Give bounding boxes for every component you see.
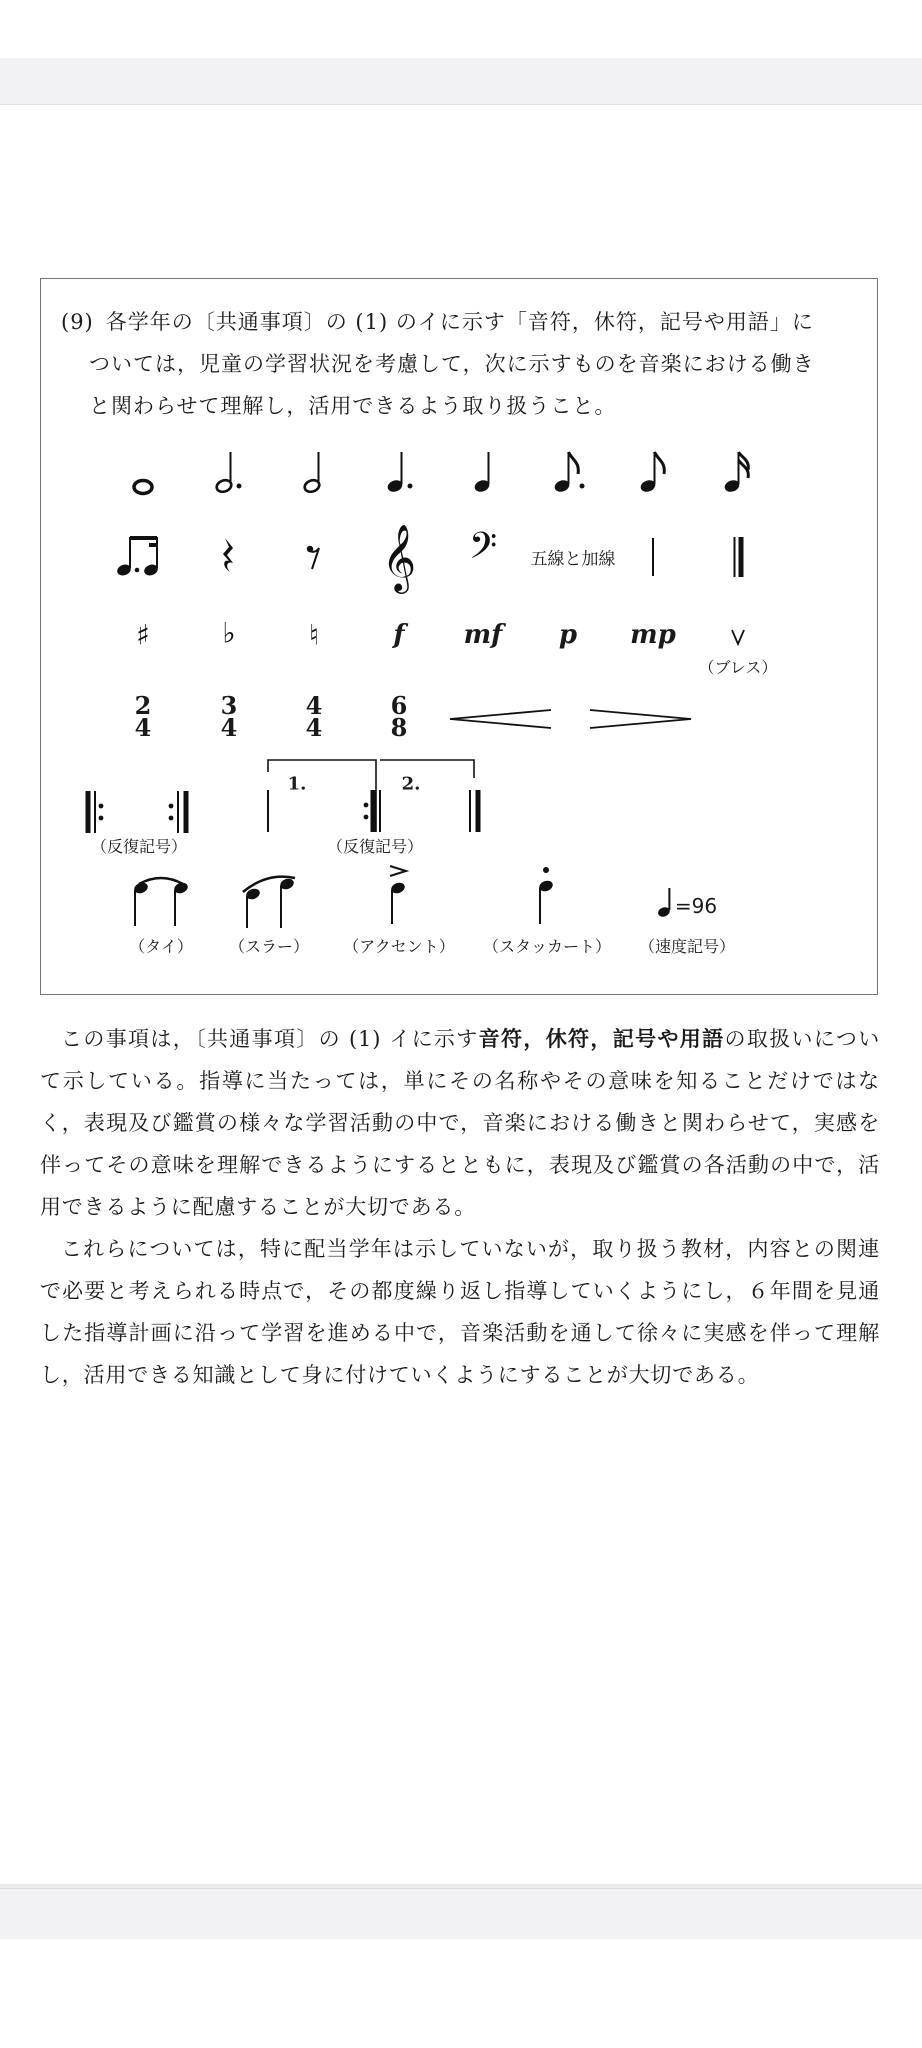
slur-icon xyxy=(237,870,301,932)
page-gap-top xyxy=(0,58,922,105)
mezzo-forte-symbol: mf xyxy=(463,620,503,650)
staff-and-ledger-lines-label: 五線と加線 xyxy=(530,549,616,570)
quarter-note-icon xyxy=(472,448,496,494)
sharp-icon: ♯ xyxy=(136,618,150,652)
half-note-icon xyxy=(302,448,326,494)
staccato-label: （スタッカート） xyxy=(482,937,612,956)
quarter-rest-icon xyxy=(219,535,239,575)
volta-2-label: 2. xyxy=(401,773,421,795)
tempo-quarter-note-icon xyxy=(657,886,675,918)
natural-icon: ♮ xyxy=(308,618,320,652)
slur-label: （スラー） xyxy=(228,937,310,956)
forte-symbol: f xyxy=(393,620,405,650)
whole-note-icon xyxy=(131,477,155,497)
breath-mark-icon xyxy=(730,628,746,646)
item-number: (9) xyxy=(61,310,94,334)
item-9-text xyxy=(61,301,861,427)
time-signature-4-4: 4 4 xyxy=(305,691,323,742)
item-line-2: ついては，児童の学習状況を考慮して，次に示すものを音楽における働き xyxy=(89,352,815,376)
viewer-top-bar xyxy=(0,0,922,59)
p1-intro: この事項は，〔共通事項〕の (1) イに示す xyxy=(61,1027,479,1051)
eighth-note-icon xyxy=(638,448,668,494)
tempo-mark xyxy=(657,886,717,918)
tempo-label: （速度記号） xyxy=(638,937,736,956)
flat-icon: ♭ xyxy=(222,616,236,650)
p1-rest: の取扱いについて示している。指導に当たっては，単にその名称やその意味を知ることだけではなく，表現及び鑑賞の様々な学習活動の中で，音楽における働きと関わらせて，実感を伴ってその意味を理解できるようにするとともに，表現及び鑑賞の各活動の中で，活用できるように配慮することが大切である。 xyxy=(40,1027,880,1219)
treble-clef-icon: 𝄞 xyxy=(381,523,417,591)
staccato-icon xyxy=(532,864,562,926)
time-signature-2-4: 2 4 xyxy=(134,691,152,742)
term-rests: 休符 xyxy=(545,1027,591,1051)
explanation-text xyxy=(40,1018,880,1396)
repeat-sign-simple-icon xyxy=(85,791,193,833)
crescendo-icon xyxy=(446,708,556,730)
item-9-box xyxy=(40,278,878,995)
time-signature-6-8: 6 8 xyxy=(390,691,408,742)
sixteenth-note-icon xyxy=(722,448,752,494)
mezzo-piano-symbol: mp xyxy=(630,620,676,650)
tie-icon xyxy=(129,870,193,932)
dotted-eighth-sixteenth-beam-icon xyxy=(115,531,167,579)
dotted-half-note-icon xyxy=(214,448,246,494)
dotted-quarter-note-icon xyxy=(385,448,417,494)
term-symbols-terms: 記号や用語 xyxy=(612,1027,725,1051)
term-notes: 音符 xyxy=(478,1027,524,1051)
barline-icon xyxy=(650,538,656,576)
tempo-value: =96 xyxy=(674,894,718,918)
piano-symbol: p xyxy=(558,620,578,650)
paragraph-1 xyxy=(40,1018,880,1228)
volta-1-label: 1. xyxy=(287,773,307,795)
repeat-label-1: （反復記号） xyxy=(90,837,188,856)
tie-label: （タイ） xyxy=(129,937,193,956)
eighth-rest-icon xyxy=(305,543,323,571)
term-sep-1: ， xyxy=(523,1027,546,1051)
accent-label: （アクセント） xyxy=(343,937,455,956)
repeat-with-volta-icon xyxy=(264,758,486,832)
breath-label: （ブレス） xyxy=(698,658,778,677)
time-signature-3-4: 3 4 xyxy=(220,691,238,742)
final-barline-icon xyxy=(732,537,746,577)
page-gap-bottom xyxy=(0,1888,922,1939)
item-line-1: 各学年の〔共通事項〕の (1) のイに示す「音符，休符，記号や用語」に xyxy=(105,310,814,334)
bass-clef-icon: 𝄢 xyxy=(468,525,498,576)
accent-icon xyxy=(384,864,414,926)
decrescendo-icon xyxy=(586,708,696,730)
term-sep-2: ， xyxy=(590,1027,613,1051)
repeat-label-2: （反復記号） xyxy=(326,837,424,856)
paragraph-2: これらについては，特に配当学年は示していないが，取り扱う教材，内容との関連で必要と考えられる時点で，その都度繰り返し指導していくようにし，６年間を見通した指導計画に沿って学習を進める中で，音楽活動を通して徐々に実感を伴って理解し，活用できる知識として身に付けていくようにすることが大切である。 xyxy=(40,1237,880,1387)
dotted-eighth-note-icon xyxy=(552,448,586,494)
item-line-3: と関わらせて理解し，活用できるよう取り扱うこと。 xyxy=(89,394,617,418)
